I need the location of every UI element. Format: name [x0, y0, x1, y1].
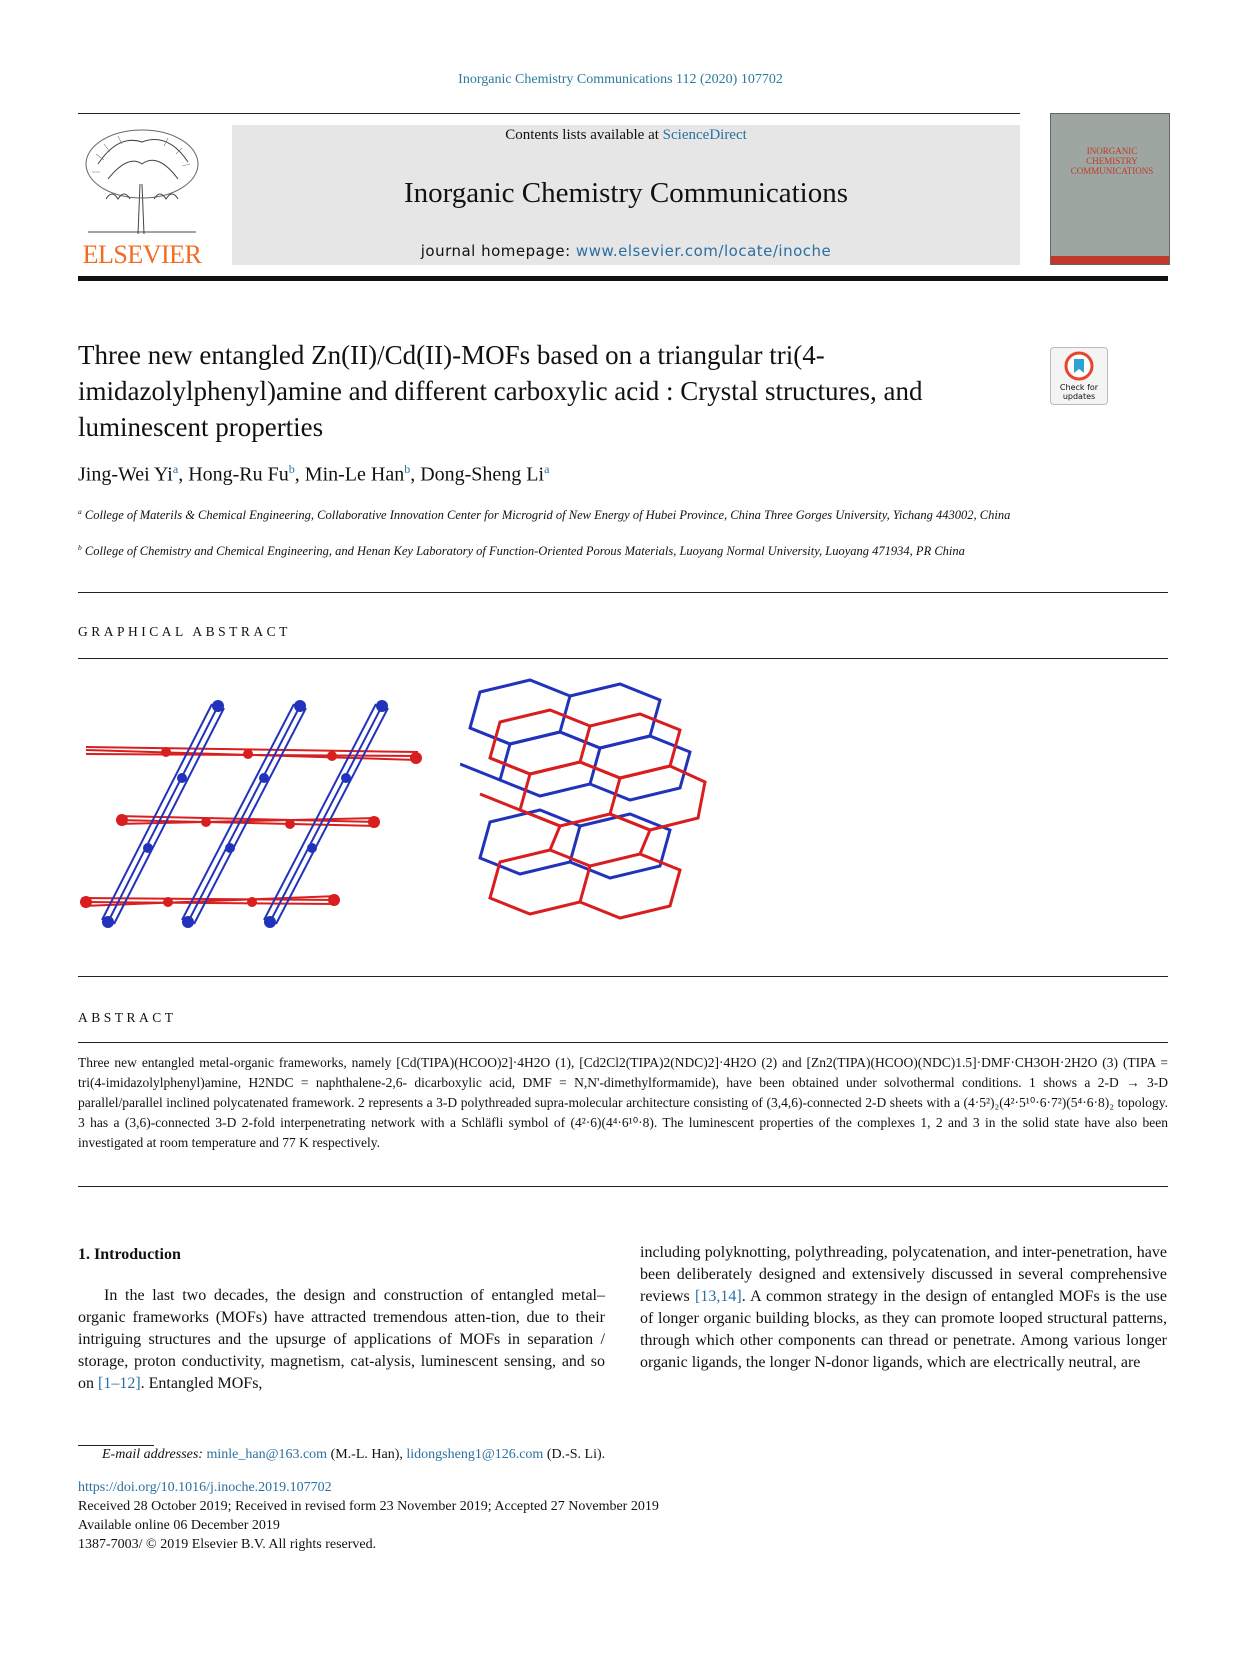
introduction-heading: 1. Introduction [78, 1246, 181, 1263]
intro-right-column [640, 1242, 1167, 1374]
bookmark-icon [1064, 351, 1094, 381]
section-rule [78, 658, 1168, 659]
affiliation-mark[interactable]: a [544, 462, 550, 476]
copyright: 1387-7003/ © 2019 Elsevier B.V. All rights reserved. [78, 1537, 377, 1552]
email-link[interactable]: lidongsheng1@126.com [406, 1447, 544, 1462]
intro-left-column [78, 1285, 605, 1395]
author-name[interactable]: Min-Le Han [304, 463, 405, 486]
section-rule [78, 976, 1168, 977]
affiliation-mark[interactable]: b [288, 462, 295, 476]
sciencedirect-link[interactable]: ScienceDirect [662, 127, 747, 143]
email-label: E-mail addresses: [102, 1447, 203, 1462]
doi-link[interactable]: https://doi.org/10.1016/j.inoche.2019.107702 [78, 1480, 332, 1495]
journal-cover-thumbnail[interactable] [1050, 113, 1170, 265]
affiliation-a [78, 503, 1028, 524]
affiliation-mark: a [78, 507, 82, 516]
citation-link[interactable]: [13,14] [695, 1288, 742, 1305]
email-link[interactable]: minle_han@163.com [206, 1447, 328, 1462]
article-title: Three new entangled Zn(II)/Cd(II)-MOFs based on a triangular tri(4-imidazolylphenyl)amine and different carboxylic acid : Crystal structures, and luminescent properties [78, 340, 923, 442]
author-name[interactable]: Dong-Sheng Li [420, 463, 545, 486]
graphical-abstract-right-figure [460, 672, 710, 952]
check-updates-label: Check for updates [1059, 383, 1099, 401]
intro-right-tail: . A common strategy in the design of entangled MOFs is the use of longer organic building blocks, as they can promote looped structural patterns, through which other components can thread or penetrate. Among various longer organic ligands, the longer N-donor ligands, which are electrically neutral, are [640, 1288, 1168, 1371]
section-rule [78, 592, 1168, 593]
homepage-prefix: journal homepage: [420, 242, 576, 260]
elsevier-wordmark: ELSEVIER [82, 240, 202, 269]
citation-link[interactable]: [1–12] [98, 1375, 141, 1392]
journal-title: Inorganic Chemistry Communications [403, 177, 849, 209]
contents-line [232, 127, 1020, 144]
author-list: Jing-Wei Yi$^a$, Hong-Ru Fu$^b$, Min-Le Han$^b$, Dong-Sheng Li$^a$ [78, 462, 550, 486]
cover-title: INORGANIC CHEMISTRY COMMUNICATIONS [1070, 146, 1154, 176]
check-for-updates-badge[interactable] [1050, 347, 1108, 405]
section-rule [78, 1186, 1168, 1187]
email-footnote [102, 1445, 605, 1464]
abstract-heading: ABSTRACT [78, 1010, 177, 1025]
email-owner: (M.-L. Han), [330, 1447, 403, 1462]
journal-reference[interactable]: Inorganic Chemistry Communications 112 (2020) 107702 [458, 72, 783, 87]
received-dates: Received 28 October 2019; Received in revised form 23 November 2019; Accepted 27 November 2019 [78, 1499, 659, 1514]
email-owner: (D.-S. Li). [546, 1447, 606, 1462]
homepage-link[interactable]: www.elsevier.com/locate/inoche [575, 242, 832, 260]
header-rule [78, 113, 1020, 114]
abstract-body: Three new entangled metal-organic frameworks, namely [Cd(TIPA)(HCOO)2]·4H2O (1), [Cd2Cl2(TIPA)2(NDC)2]·4H2O (2) and [Zn2(TIPA)(HCOO)(NDC)1.5]·DMF·CH3OH·2H2O (3) (TIPA = tri(4-imidazolylphenyl)amine, H2NDC = naphthalene-2,6- dicarboxylic acid, DMF = N,N'-dimethylformamide), have been obtained under solvothermal conditions. 1 shows a 2-D → 3-D parallel/parallel inclined polycatenated framework. 2 represents a 3-D polythreaded supra-molecular architecture consisting of (3,4,6)-connected 2-D sheets with a (4·5²)₂(4²·5¹⁰·6·7²)(5⁴·6·8)₂ topology. 3 has a (3,6)-connected 3-D 2-fold interpenetrating network with a Schläfli symbol of (4²·6)(4⁴·6¹⁰·8). The luminescent properties of the complexes 1, 2 and 3 in the solid state have also been investigated at room temperature and 77 K respectively. [78, 1055, 1168, 1150]
author-name[interactable]: Hong-Ru Fu [188, 463, 289, 486]
section-rule [78, 1042, 1168, 1043]
affiliation-mark[interactable]: b [404, 462, 411, 476]
cover-bottom-band [1051, 256, 1169, 264]
contents-prefix: Contents lists available at [505, 127, 663, 143]
intro-right-text: including polyknotting, polythreading, polycatenation, and inter-penetration, have been deliberately designed and extensively discussed in several comprehensive reviews [640, 1244, 1167, 1305]
homepage-line [232, 242, 1020, 260]
header-thick-rule [78, 276, 1168, 281]
intro-left-text: In the last two decades, the design and construction of entangled metal–organic frameworks (MOFs) have attracted tremendous atten-tion, due to their intriguing structures and the upsurge of applications of MOFs in separation / storage, proton conductivity, magnetism, cat-alysis, luminescent sensing, and so on [78, 1287, 605, 1392]
author-name[interactable]: Jing-Wei Yi [78, 463, 173, 486]
intro-left-tail: . Entangled MOFs, [140, 1375, 263, 1392]
affiliation-text: College of Materils & Chemical Engineering, Collaborative Innovation Center for Microgrid of New Energy of Hubei Province, China Three Gorges University, Yichang 443002, China [84, 508, 1011, 523]
affiliation-text: College of Chemistry and Chemical Engineering, and Henan Key Laboratory of Function-Oriented Porous Materials, Luoyang Normal University, Luoyang 471934, PR China [84, 544, 965, 559]
graphical-abstract-left-figure [78, 690, 438, 950]
affiliation-mark[interactable]: a [172, 462, 179, 476]
graphical-abstract-heading: GRAPHICAL ABSTRACT [78, 624, 291, 639]
affiliation-b [78, 539, 1028, 560]
affiliation-mark: b [78, 543, 82, 552]
online-date: Available online 06 December 2019 [78, 1518, 280, 1533]
